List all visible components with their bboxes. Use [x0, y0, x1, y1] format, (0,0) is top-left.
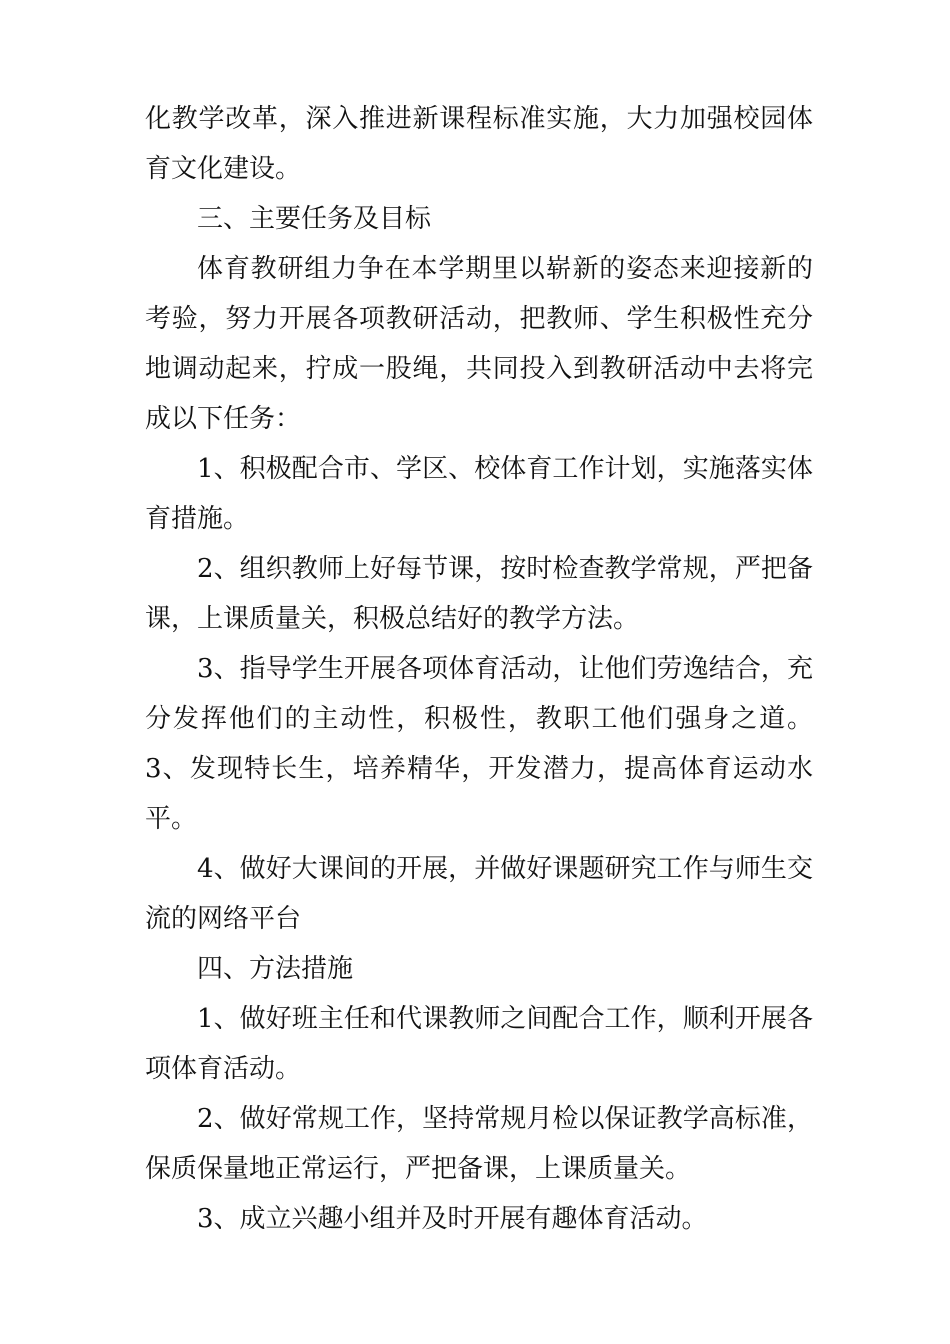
paragraph-continuation: 化教学改革，深入推进新课程标准实施，大力加强校园体育文化建设。 [145, 104, 813, 184]
paragraph-intro-tasks: 体育教研组力争在本学期里以崭新的姿态来迎接新的考验，努力开展各项教研活动，把教师、学生积极性充分地调动起来，拧成一股绳，共同投入到教研活动中去将完成以下任务： [145, 254, 813, 434]
task-item-4: 4、做好大课间的开展，并做好课题研究工作与师生交流的网络平台 [145, 854, 813, 934]
method-item-3: 3、成立兴趣小组并及时开展有趣体育活动。 [197, 1204, 708, 1234]
task-item-2: 2、组织教师上好每节课，按时检查教学常规，严把备课，上课质量关，积极总结好的教学方法。 [145, 554, 813, 634]
task-item-3: 3、指导学生开展各项体育活动，让他们劳逸结合，充分发挥他们的主动性，积极性，教职工他们强身之道。 3、发现特长生，培养精华，开发潜力，提高体育运动水平。 [145, 654, 813, 834]
section-heading-main-tasks: 三、主要任务及目标 [197, 204, 432, 234]
section-heading-methods: 四、方法措施 [197, 954, 354, 984]
method-item-2: 2、做好常规工作，坚持常规月检以保证教学高标准，保质保量地正常运行，严把备课，上课质量关。 [145, 1104, 813, 1184]
document-body [145, 94, 813, 1244]
task-item-1: 1、积极配合市、学区、校体育工作计划，实施落实体育措施。 [145, 454, 813, 534]
method-item-1: 1、做好班主任和代课教师之间配合工作，顺利开展各项体育活动。 [145, 1004, 813, 1084]
